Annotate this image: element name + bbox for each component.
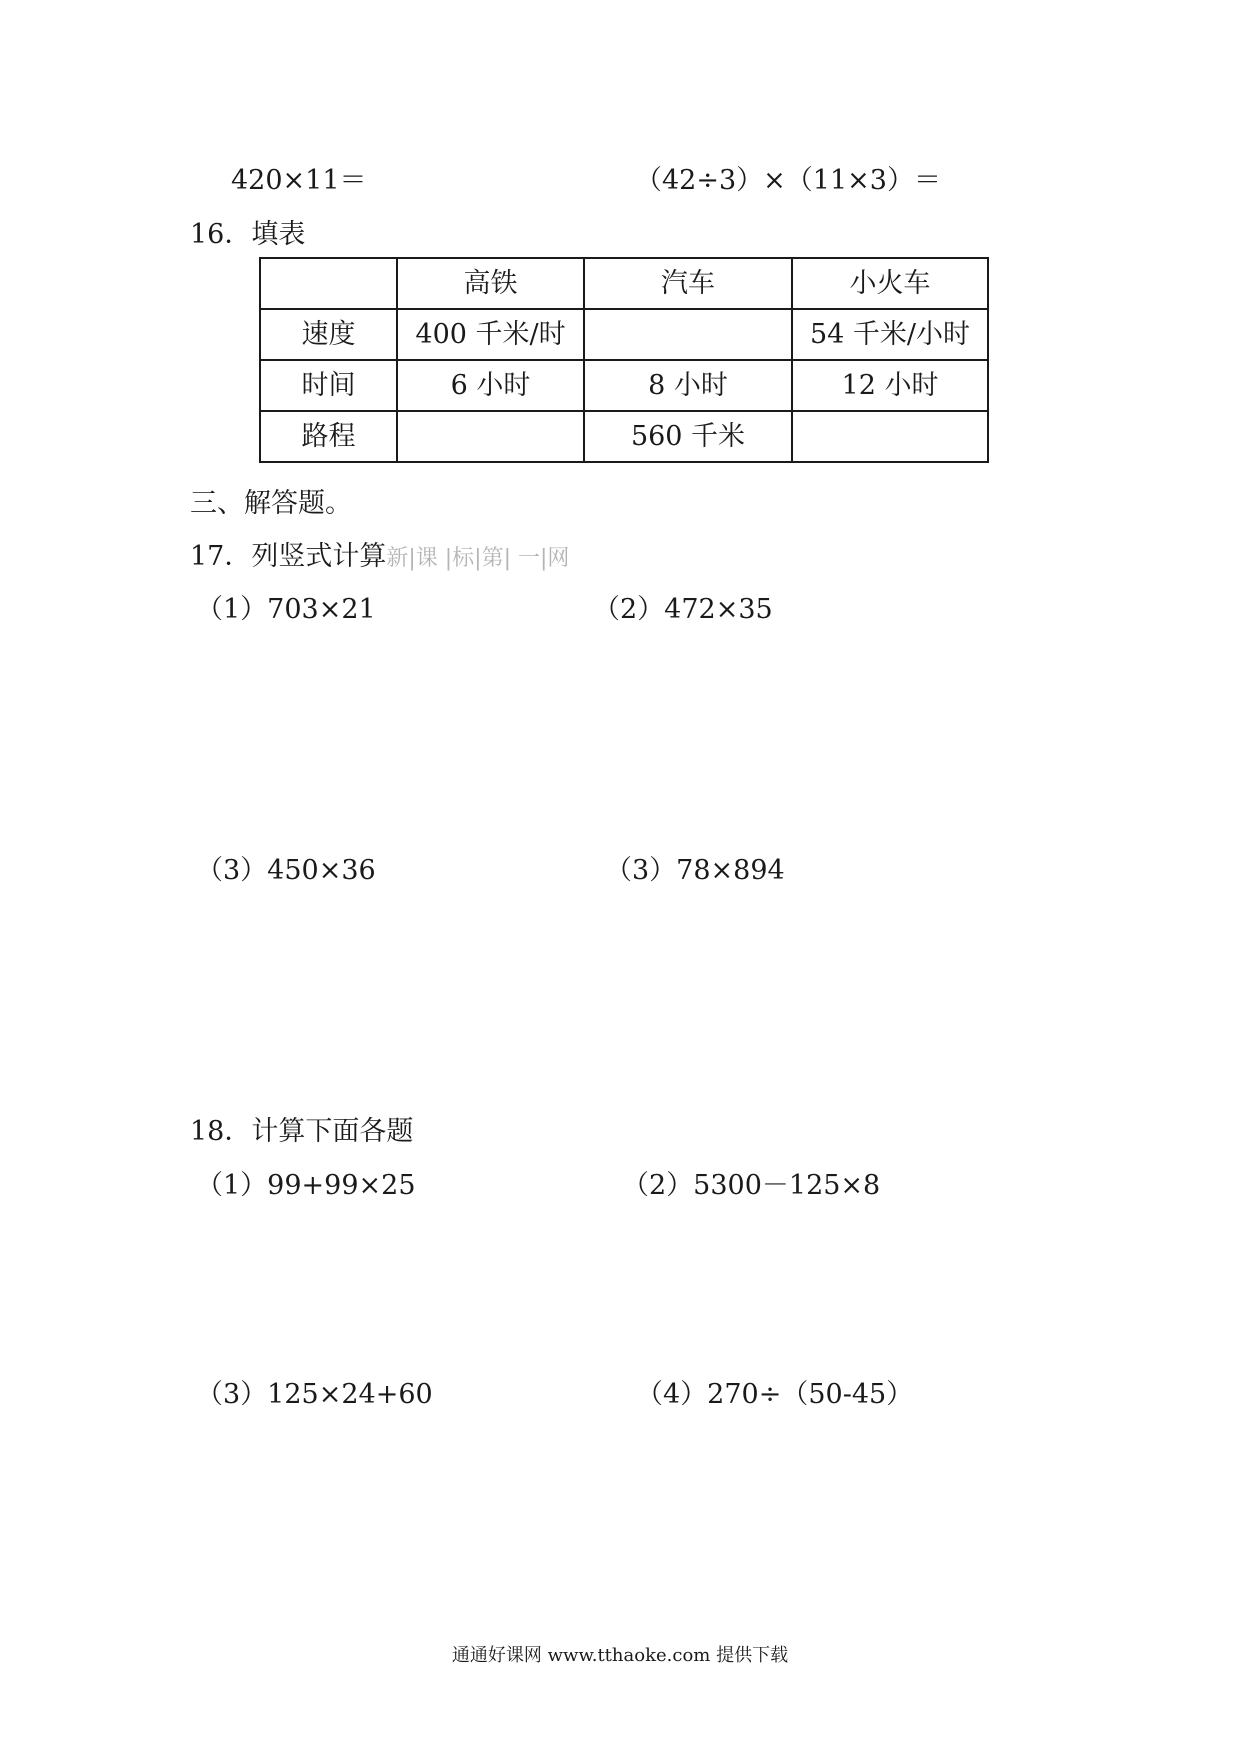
section-3-title: 三、解答题。 — [190, 488, 352, 519]
q17-item-1: （1）703×21 — [196, 594, 376, 625]
q17-item-4: （3）78×894 — [605, 855, 785, 886]
table-row — [260, 360, 988, 411]
table-cell: 8 小时 — [584, 360, 792, 411]
table-cell: 12 小时 — [792, 360, 988, 411]
table-cell: 400 千米/时 — [397, 309, 584, 360]
q17-item-3: （3）450×36 — [196, 855, 376, 886]
table-cell-blank[interactable] — [792, 411, 988, 462]
table-row-label: 时间 — [260, 360, 397, 411]
table-row — [260, 309, 988, 360]
q18-item-1: （1）99+99×25 — [196, 1170, 416, 1201]
table-header-cell: 汽车 — [584, 258, 792, 309]
expression-42div3-times-11x3: （42÷3）×（11×3）＝ — [635, 165, 941, 196]
table-cell: 54 千米/小时 — [792, 309, 988, 360]
q17-item-2: （2）472×35 — [593, 594, 773, 625]
table-header-cell: 小火车 — [792, 258, 988, 309]
q18-item-4: （4）270÷（50-45） — [636, 1379, 914, 1410]
table-row-label: 速度 — [260, 309, 397, 360]
expression-420x11: 420×11＝ — [231, 165, 367, 196]
table-header-row — [260, 258, 988, 309]
table-header-cell: 高铁 — [397, 258, 584, 309]
table-row — [260, 411, 988, 462]
q17-title — [190, 543, 569, 570]
page-footer: 通通好课网 www.tthaoke.com 提供下载 — [451, 1645, 789, 1666]
q17-title-text: 17．列竖式计算 — [190, 541, 387, 572]
watermark-text: 新|课 |标|第| 一|网 — [386, 546, 570, 571]
table-row-label: 路程 — [260, 411, 397, 462]
table-cell-blank[interactable] — [584, 309, 792, 360]
table-cell: 6 小时 — [397, 360, 584, 411]
table-cell-blank[interactable] — [397, 411, 584, 462]
q18-title: 18．计算下面各题 — [190, 1116, 414, 1147]
speed-time-distance-table — [259, 257, 989, 463]
table-cell — [260, 258, 397, 309]
q18-item-2: （2）5300－125×8 — [622, 1170, 881, 1201]
q18-item-3: （3）125×24+60 — [196, 1379, 433, 1410]
q16-title: 16．填表 — [190, 219, 306, 250]
table-cell: 560 千米 — [584, 411, 792, 462]
